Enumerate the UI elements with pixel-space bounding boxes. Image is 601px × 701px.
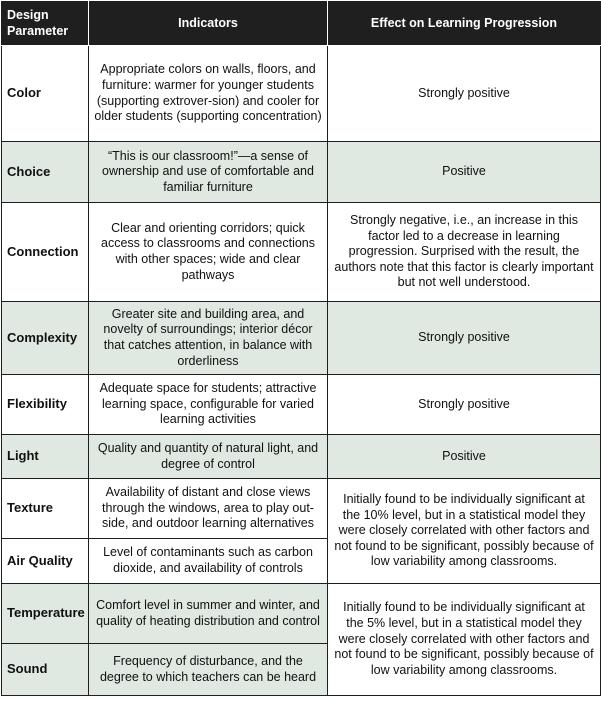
indicators-cell: Availability of distant and close views through the windows, area to play out-side, and outdoor learning alternatives: [89, 479, 328, 539]
table-row: [2, 479, 601, 539]
table-row: [2, 584, 601, 644]
parameter-cell: Connection: [2, 203, 89, 302]
header-effect: Effect on Learning Progression: [328, 2, 601, 46]
effect-cell: Strongly positive: [328, 46, 601, 142]
indicators-cell: “This is our classroom!”—a sense of ownership and use of comfortable and familiar furniture: [89, 142, 328, 203]
indicators-cell: Quality and quantity of natural light, and degree of control: [89, 435, 328, 479]
table-row: [2, 375, 601, 435]
parameter-cell: Texture: [2, 479, 89, 539]
indicators-cell: Level of contaminants such as carbon dioxide, and availability of controls: [89, 539, 328, 584]
indicators-cell: Frequency of disturbance, and the degree to which teachers can be heard: [89, 644, 328, 696]
table-row: [2, 46, 601, 142]
table-row: [2, 203, 601, 302]
indicators-cell: Comfort level in summer and winter, and quality of heating distribution and control: [89, 584, 328, 644]
parameter-cell: Complexity: [2, 302, 89, 375]
indicators-cell: Appropriate colors on walls, floors, and furniture: warmer for younger students (supporting extrover-sion) and cooler for older students (supporting concentration): [89, 46, 328, 142]
effect-cell: Strongly negative, i.e., an increase in this factor led to a decrease in learning progression. Surprised with the result, the authors note that this factor is clearly important but not well understood.: [328, 203, 601, 302]
merged-effect-cell: Initially found to be individually significant at the 10% level, but in a statistical model they were closely correlated with other factors and not found to be significant, possibly because of low variability among classrooms.: [328, 479, 601, 584]
header-design-parameter: Design Parameter: [2, 2, 89, 46]
parameter-cell: Air Quality: [2, 539, 89, 584]
effect-cell: Positive: [328, 435, 601, 479]
design-parameters-table: [1, 1, 601, 696]
table-row: [2, 302, 601, 375]
parameter-cell: Flexibility: [2, 375, 89, 435]
effect-cell: Strongly positive: [328, 302, 601, 375]
parameter-cell: Sound: [2, 644, 89, 696]
table-row: [2, 142, 601, 203]
parameter-cell: Choice: [2, 142, 89, 203]
indicators-cell: Clear and orienting corridors; quick access to classrooms and connections with other spaces; wide and clear pathways: [89, 203, 328, 302]
parameter-cell: Color: [2, 46, 89, 142]
indicators-cell: Greater site and building area, and novelty of surroundings; interior décor that catches attention, in balance with orderliness: [89, 302, 328, 375]
header-row: [2, 2, 601, 46]
parameter-cell: Light: [2, 435, 89, 479]
header-indicators: Indicators: [89, 2, 328, 46]
effect-cell: Strongly positive: [328, 375, 601, 435]
indicators-cell: Adequate space for students; attractive learning space, configurable for varied learning activities: [89, 375, 328, 435]
table-row: [2, 435, 601, 479]
merged-effect-cell: Initially found to be individually significant at the 5% level, but in a statistical model they were closely correlated with other factors and not found to be significant, possibly because of low variability among classrooms.: [328, 584, 601, 696]
parameter-cell: Temperature: [2, 584, 89, 644]
effect-cell: Positive: [328, 142, 601, 203]
